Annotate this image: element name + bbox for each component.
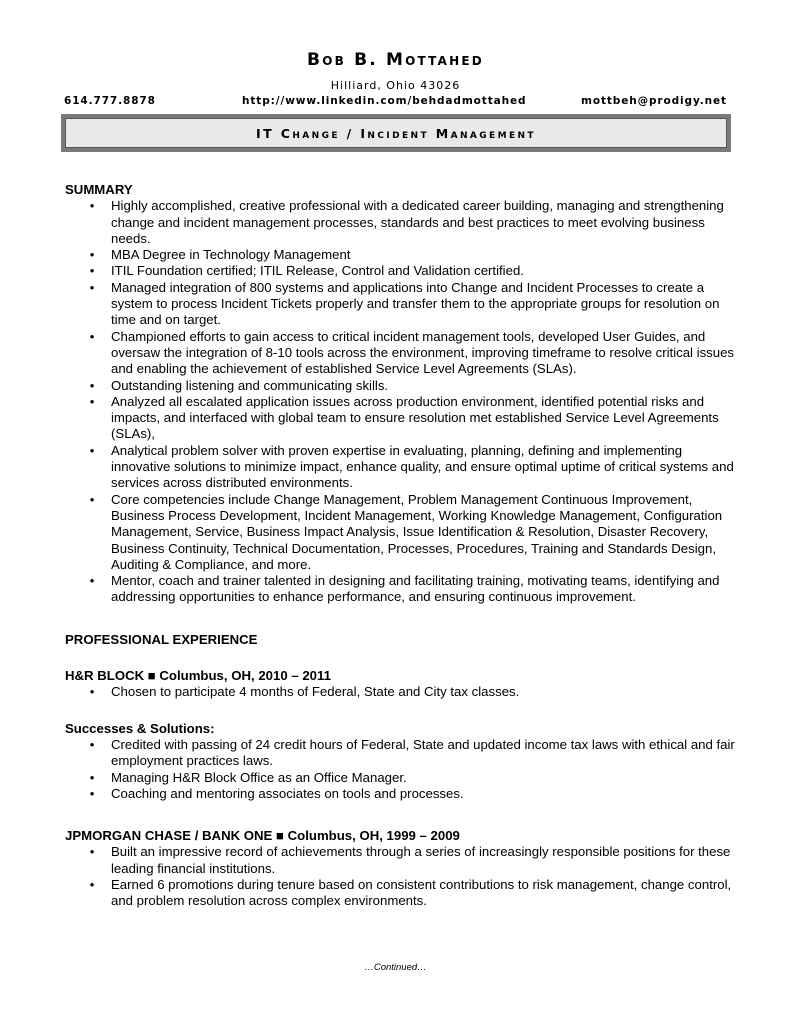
- bullet-icon: •: [89, 684, 95, 700]
- phone-number: 614.777.8878: [64, 95, 156, 107]
- email-address[interactable]: mottbeh@prodigy.net: [581, 95, 727, 107]
- list-item: [65, 573, 735, 606]
- experience-heading: PROFESSIONAL EXPERIENCE: [65, 631, 258, 647]
- summary-heading: SUMMARY: [65, 182, 133, 197]
- list-item: [65, 737, 735, 770]
- list-item: [65, 394, 735, 443]
- successes-heading: Successes & Solutions:: [65, 720, 215, 736]
- list-item: [65, 280, 735, 329]
- list-item: [65, 443, 735, 492]
- list-item: [65, 786, 735, 802]
- list-item: [65, 684, 735, 700]
- list-item: [65, 844, 735, 877]
- list-item: [65, 877, 735, 910]
- list-item: [65, 492, 735, 573]
- bullet-icon: •: [89, 328, 95, 344]
- bullet-icon: •: [89, 198, 95, 214]
- summary-item-text: Outstanding listening and communicating skills.: [111, 377, 389, 393]
- bullet-icon: •: [89, 247, 95, 263]
- job-list: [65, 844, 735, 909]
- list-item: [65, 198, 735, 247]
- bullet-icon: •: [89, 573, 95, 589]
- list-item: [65, 247, 735, 263]
- bullet-icon: •: [89, 844, 95, 860]
- job-item-text: Chosen to participate 4 months of Federal, State and City tax classes.: [111, 684, 520, 700]
- summary-item-text: ITIL Foundation certified; ITIL Release, Control and Validation certified.: [111, 263, 524, 279]
- summary-item-text: Managed integration of 800 systems and applications into Change and Incident Processes to create a system to process Incident Tickets properly and transfer them to the appropriate groups for resolution on time and on target.: [111, 279, 720, 328]
- title-banner: [61, 114, 731, 152]
- summary-item-text: MBA Degree in Technology Management: [111, 247, 351, 263]
- job-item-text: Built an impressive record of achievements through a series of increasingly responsible positions for these leading financial institutions.: [111, 844, 731, 876]
- list-item: [65, 263, 735, 279]
- summary-item-text: Analyzed all escalated application issues across production environment, identified potential risks and impacts, and interfaced with global team to ensure resolution met established Service Level Agreements (SLAs),: [111, 393, 719, 442]
- summary-item-text: Highly accomplished, creative professional with a dedicated career building, managing and strengthening change and incident management processes, standards and best practices to meet evolving business needs.: [111, 198, 724, 246]
- bullet-icon: •: [89, 263, 95, 279]
- bullet-icon: •: [89, 393, 95, 409]
- list-item: [65, 378, 735, 394]
- bullet-icon: •: [89, 736, 95, 752]
- continued-note: …Continued…: [364, 962, 427, 973]
- summary-item-text: Mentor, coach and trainer talented in designing and facilitating training, motivating teams, identifying and addressing opportunities to enhance performance, and ensuring continuous improvement.: [111, 573, 720, 605]
- summary-item-text: Championed efforts to gain access to critical incident management tools, developed User Guides, and oversaw the integration of 8-10 tools across the environment, improving timeframe to resolve critical issues and enabling the achievement of established Service Level Agreements (SLAs).: [111, 328, 735, 377]
- bullet-icon: •: [89, 769, 95, 785]
- summary-list: [65, 198, 735, 605]
- bullet-icon: •: [89, 785, 95, 801]
- banner-title: IT Change / Incident Management: [65, 118, 727, 148]
- success-item-text: Managing H&R Block Office as an Office Manager.: [111, 769, 407, 785]
- bullet-icon: •: [89, 876, 95, 892]
- candidate-location: Hilliard, Ohio 43026: [330, 79, 461, 92]
- job-title: JPMORGAN CHASE / BANK ONE ■ Columbus, OH, 1999 – 2009: [65, 828, 460, 844]
- job-item-text: Earned 6 promotions during tenure based on consistent contributions to risk management, change control, and problem resolution across complex environments.: [111, 876, 732, 909]
- candidate-name: Bob B. Mottahed: [307, 50, 484, 70]
- bullet-icon: •: [89, 491, 95, 507]
- linkedin-url[interactable]: http://www.linkedin.com/behdadmottahed: [242, 95, 527, 107]
- resume-body: [65, 182, 735, 910]
- successes-list: [65, 737, 735, 802]
- success-item-text: Coaching and mentoring associates on tools and processes.: [111, 785, 464, 801]
- summary-item-text: Analytical problem solver with proven expertise in evaluating, planning, defining and implementing innovative solutions to minimize impact, enhance quality, and ensure optimal uptime of critical systems and services across distributed environments.: [111, 442, 734, 491]
- bullet-icon: •: [89, 442, 95, 458]
- list-item: [65, 770, 735, 786]
- summary-item-text: Core competencies include Change Management, Problem Management Continuous Improvement, Business Process Development, Incident Management, Working Knowledge Management, Configuration Management, Service, Business Impact Analysis, Issue Identification & Resolution, Disaster Recovery, Business Continuity, Technical Documentation, Processes, Procedures, Training and Standards Design, Auditing & Compliance, and more.: [111, 491, 723, 572]
- list-item: [65, 329, 735, 378]
- bullet-icon: •: [89, 377, 95, 393]
- job-title: H&R BLOCK ■ Columbus, OH, 2010 – 2011: [65, 668, 331, 684]
- job-list: [65, 684, 735, 700]
- bullet-icon: •: [89, 279, 95, 295]
- success-item-text: Credited with passing of 24 credit hours of Federal, State and updated income tax laws with ethical and fair employment practices laws.: [111, 736, 735, 769]
